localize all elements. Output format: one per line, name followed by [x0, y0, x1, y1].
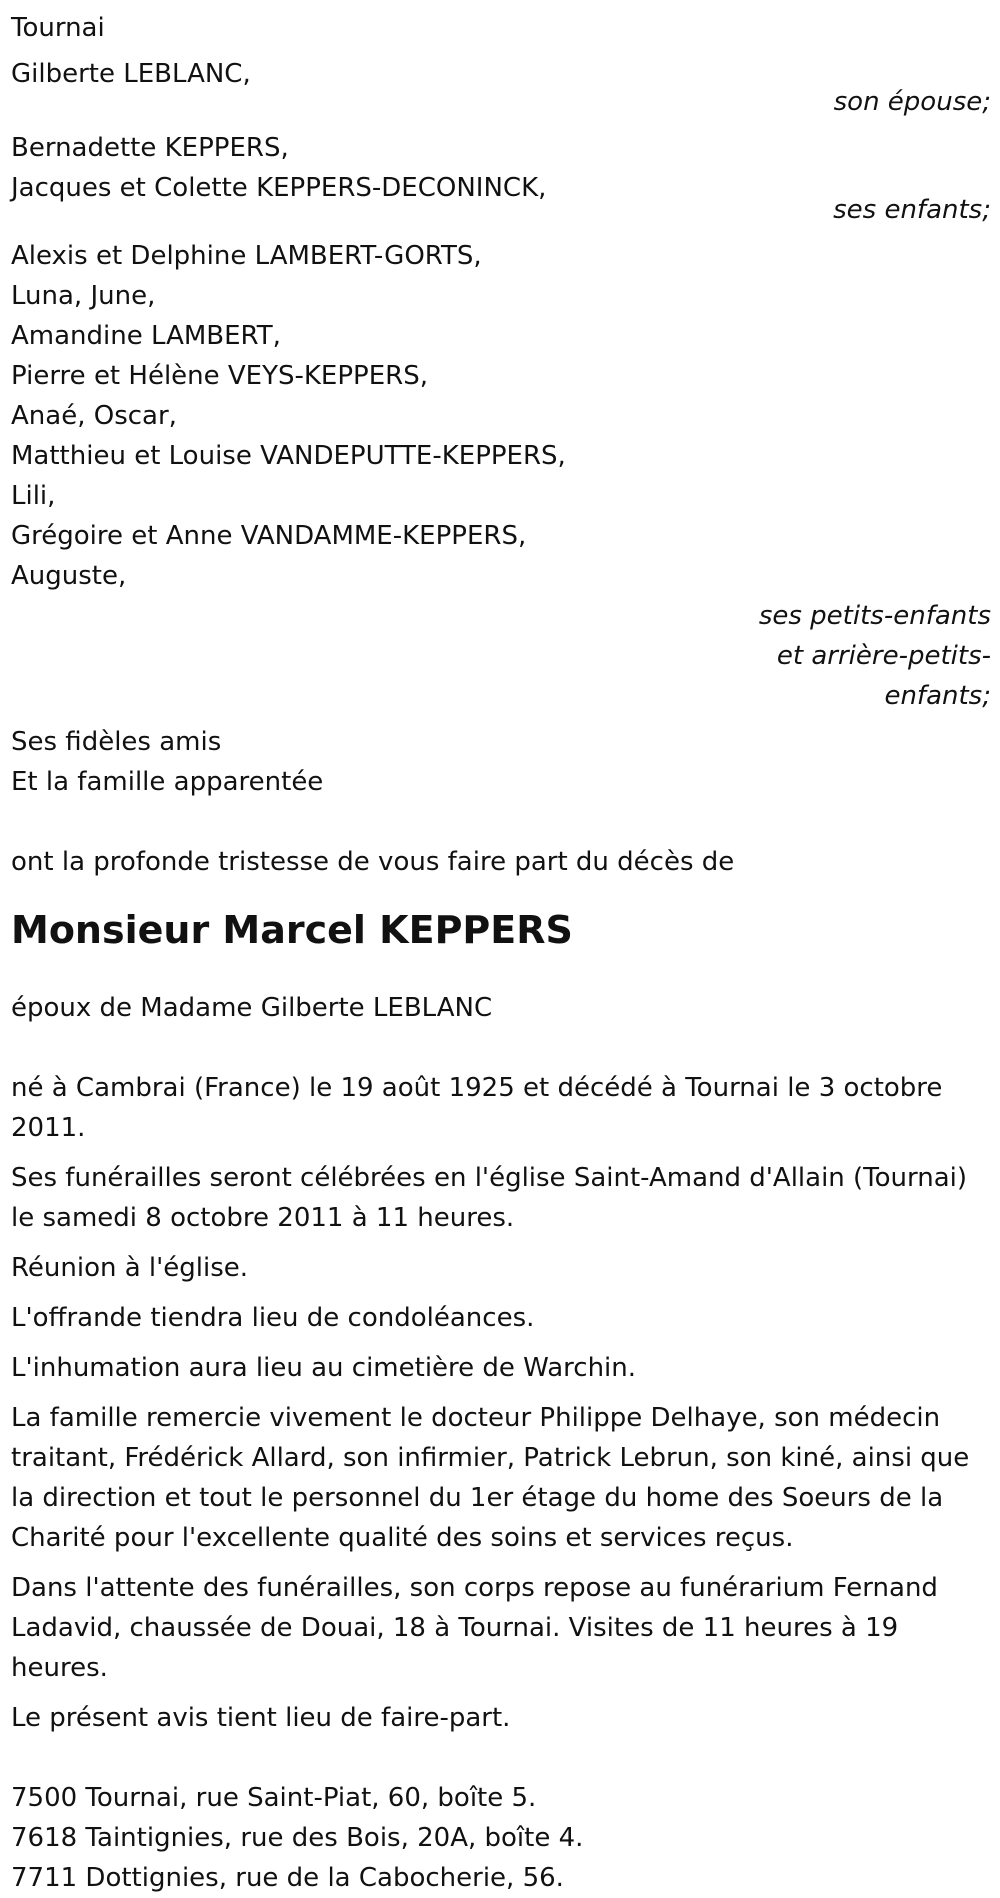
- thanks-paragraph: La famille remercie vivement le docteur Philippe Delhaye, son médecin traitant, Frédérick Allard, son infirmier, Patrick Lebrun, son kiné, ainsi que la direction et tout le personnel du 1er étage du home des Soeurs de la Charité pour l'excellente qualité des soins et services reçus.: [11, 1403, 970, 1553]
- family-group-children: [11, 128, 991, 230]
- family-name: Jacques et Colette KEPPERS-DECONINCK,: [11, 173, 547, 203]
- family-name: Bernadette KEPPERS,: [11, 133, 289, 163]
- family-name: Pierre et Hélène VEYS-KEPPERS,: [11, 361, 428, 391]
- relation-label: et arrière-petits-: [776, 641, 991, 671]
- address-line: 7500 Tournai, rue Saint-Piat, 60, boîte 5.: [11, 1783, 537, 1813]
- spouse-line: époux de Madame Gilberte LEBLANC: [11, 993, 493, 1023]
- obituary-notice: [11, 8, 991, 1898]
- family-name: Lili,: [11, 481, 56, 511]
- family-group-grandchildren: [11, 236, 991, 716]
- family-name: Auguste,: [11, 561, 127, 591]
- visits-paragraph: Dans l'attente des funérailles, son corps repose au funérarium Fernand Ladavid, chaussée de Douai, 18 à Tournai. Visites de 11 heures à 19 heures.: [11, 1573, 938, 1683]
- address-list: [11, 1778, 991, 1898]
- family-group-spouse: [11, 54, 991, 122]
- family-name: Ses fidèles amis: [11, 727, 222, 757]
- birth-death-paragraph: né à Cambrai (France) le 19 août 1925 et décédé à Tournai le 3 octobre 2011.: [11, 1073, 943, 1143]
- family-name: Gilberte LEBLANC,: [11, 59, 251, 89]
- family-name: Alexis et Delphine LAMBERT-GORTS,: [11, 241, 482, 271]
- relation-label: ses enfants;: [833, 195, 991, 225]
- notice-body: [11, 1068, 991, 1738]
- meeting-paragraph: Réunion à l'église.: [11, 1253, 249, 1283]
- address-line: 7711 Dottignies, rue de la Cabocherie, 56.: [11, 1863, 564, 1893]
- address-line: 7618 Taintignies, rue des Bois, 20A, boîte 4.: [11, 1823, 584, 1853]
- deceased-name: Monsieur Marcel KEPPERS: [11, 908, 573, 952]
- burial-paragraph: L'inhumation aura lieu au cimetière de Warchin.: [11, 1353, 637, 1383]
- funeral-paragraph: Ses funérailles seront célébrées en l'église Saint-Amand d'Allain (Tournai) le samedi 8 octobre 2011 à 11 heures.: [11, 1163, 968, 1233]
- city-header: Tournai: [11, 13, 105, 43]
- announcement-text: ont la profonde tristesse de vous faire part du décès de: [11, 847, 735, 877]
- family-name: Grégoire et Anne VANDAMME-KEPPERS,: [11, 521, 527, 551]
- family-name: Amandine LAMBERT,: [11, 321, 281, 351]
- family-name: Matthieu et Louise VANDEPUTTE-KEPPERS,: [11, 441, 566, 471]
- relation-label: son épouse;: [833, 87, 991, 117]
- family-name: Et la famille apparentée: [11, 767, 324, 797]
- offering-paragraph: L'offrande tiendra lieu de condoléances.: [11, 1303, 535, 1333]
- family-name: Luna, June,: [11, 281, 156, 311]
- relation-label: enfants;: [884, 681, 991, 711]
- family-name: Anaé, Oscar,: [11, 401, 177, 431]
- notice-paragraph: Le présent avis tient lieu de faire-part.: [11, 1703, 511, 1733]
- relation-label: ses petits-enfants: [758, 601, 991, 631]
- family-group-friends: [11, 722, 991, 802]
